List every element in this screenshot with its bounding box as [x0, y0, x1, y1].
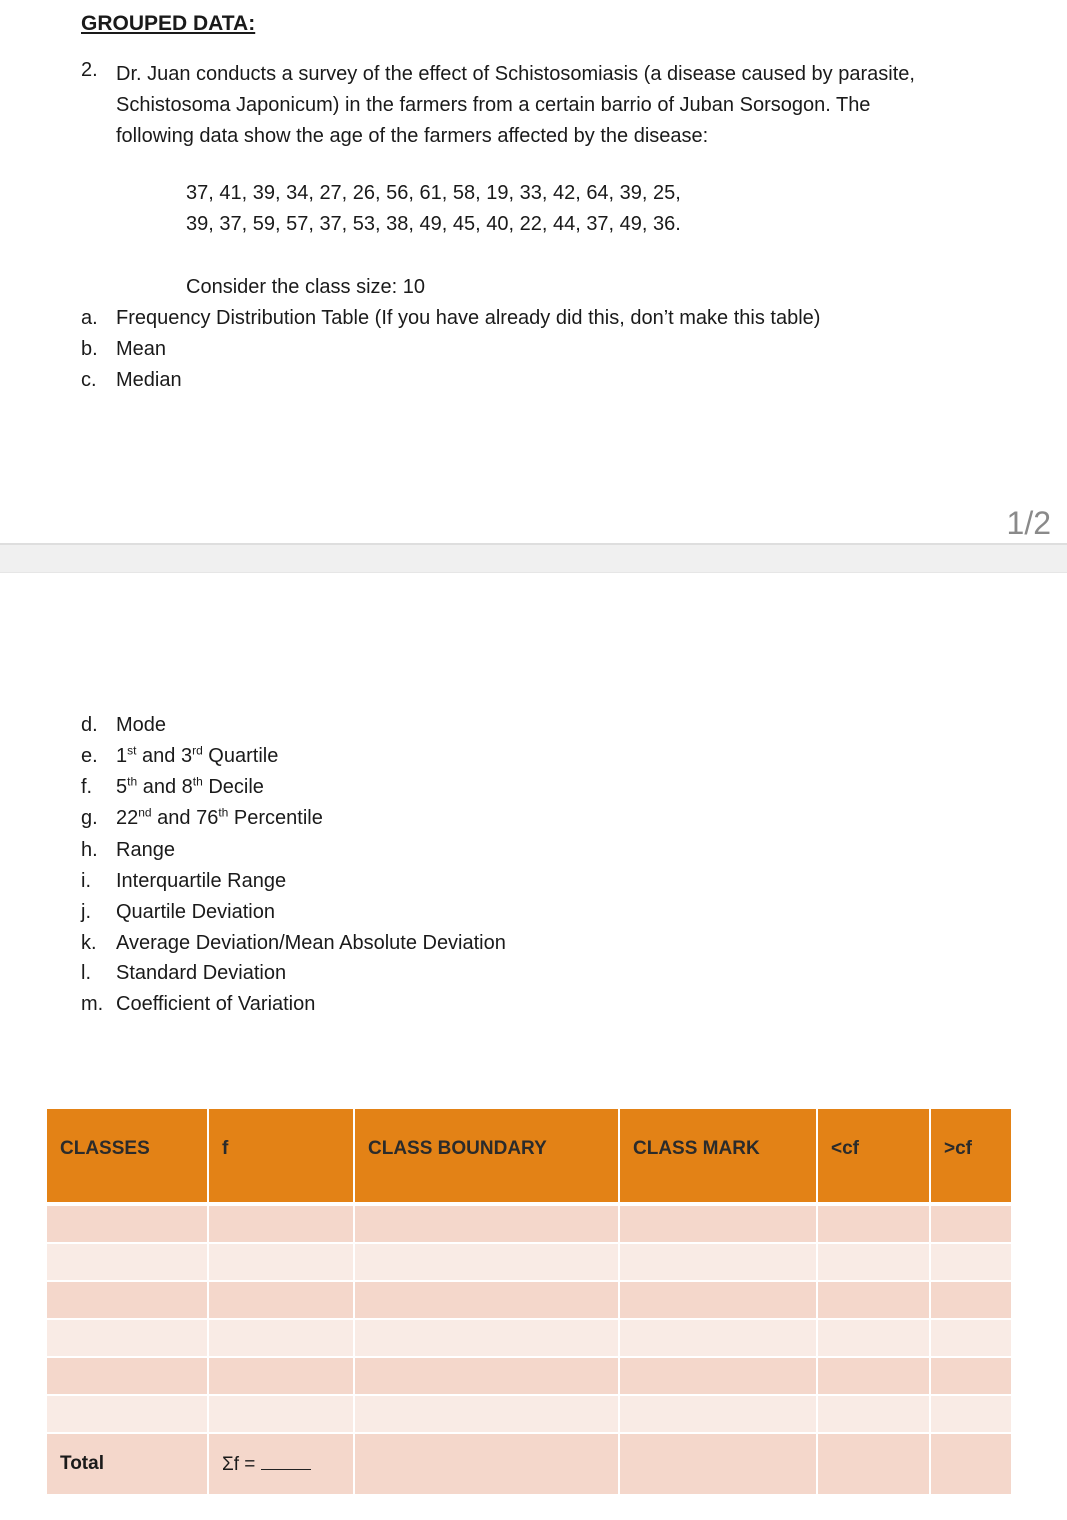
item-letter: e. — [81, 745, 98, 767]
item-interquartile-range: Interquartile Range — [116, 870, 287, 892]
table-row — [47, 1319, 1012, 1357]
data-values-line-1: 37, 41, 39, 34, 27, 26, 56, 61, 58, 19, 33, 42, 64, 39, 25, — [186, 182, 681, 204]
header-classes: CLASSES — [47, 1109, 208, 1204]
sum-frequency-cell — [208, 1433, 354, 1495]
data-values-line-2: 39, 37, 59, 57, 37, 53, 38, 49, 45, 40, 22, 44, 37, 49, 36. — [186, 213, 681, 235]
item-frequency-distribution: Frequency Distribution Table (If you have already did this, don’t make this table) — [116, 307, 821, 329]
header-frequency: f — [208, 1109, 354, 1204]
item-coefficient-of-variation: Coefficient of Variation — [116, 993, 316, 1015]
item-letter: l. — [81, 962, 91, 984]
item-mode: Mode — [116, 714, 167, 736]
sum-label: Σf = — [222, 1453, 261, 1475]
table-row — [47, 1281, 1012, 1319]
item-quartile: 1st and 3rd Quartile — [116, 743, 279, 767]
question-text: Dr. Juan conducts a survey of the effect of Schistosomiasis (a disease caused by parasite, Schistosoma Japonicum) in the farmers from a certain barrio of Juban Sorsogon. The following data show the age of the farmers affected by the disease: — [116, 63, 915, 147]
item-letter: k. — [81, 932, 97, 954]
item-median: Median — [116, 369, 182, 391]
table-row — [47, 1204, 1012, 1243]
item-letter: d. — [81, 714, 98, 736]
page-indicator: 1/2 — [1006, 505, 1051, 541]
item-mean-absolute-deviation: Average Deviation/Mean Absolute Deviation — [116, 932, 506, 954]
page-separator — [0, 543, 1067, 573]
item-letter: m. — [81, 993, 104, 1015]
item-letter: a. — [81, 307, 98, 329]
item-standard-deviation: Standard Deviation — [116, 962, 287, 984]
item-letter: h. — [81, 839, 98, 861]
frequency-distribution-table — [47, 1109, 1013, 1496]
item-letter: c. — [81, 369, 97, 391]
table-row — [47, 1243, 1012, 1281]
item-decile: 5th and 8th Decile — [116, 774, 264, 798]
item-letter: i. — [81, 870, 91, 892]
item-letter: b. — [81, 338, 98, 360]
table-header-row — [47, 1109, 1012, 1204]
item-percentile: 22nd and 76th Percentile — [116, 805, 323, 829]
header-class-boundary: CLASS BOUNDARY — [354, 1109, 619, 1204]
item-quartile-deviation: Quartile Deviation — [116, 901, 275, 923]
table-total-row — [47, 1433, 1012, 1495]
table-row — [47, 1357, 1012, 1395]
header-greater-than-cf: >cf — [930, 1109, 1012, 1204]
header-class-mark: CLASS MARK — [619, 1109, 817, 1204]
header-less-than-cf: <cf — [817, 1109, 930, 1204]
item-letter: g. — [81, 807, 98, 829]
item-letter: f. — [81, 776, 93, 798]
table-row — [47, 1395, 1012, 1433]
sum-blank — [261, 1453, 311, 1470]
item-letter: j. — [81, 901, 91, 923]
question-number: 2. — [81, 59, 98, 81]
class-size-note: Consider the class size: 10 — [186, 276, 426, 298]
total-label: Total — [47, 1433, 208, 1495]
item-range: Range — [116, 839, 175, 861]
item-mean: Mean — [116, 338, 167, 360]
section-heading: GROUPED DATA: — [81, 12, 256, 35]
